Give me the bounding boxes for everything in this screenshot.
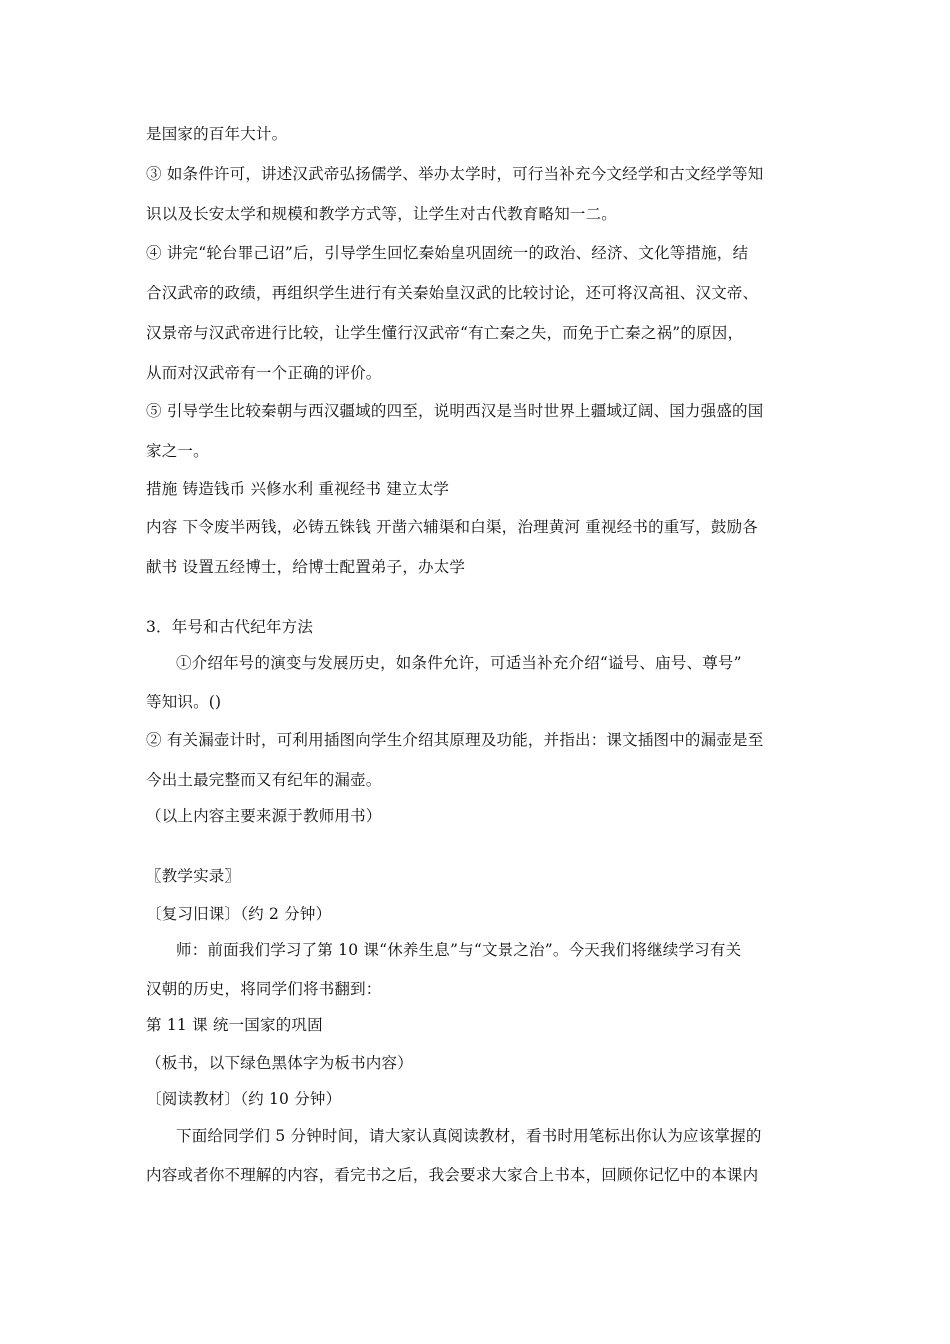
text-line: 内容或者你不理解的内容，看完书之后，我会要求大家合上书本，回顾你记忆中的本课内 <box>146 1166 759 1184</box>
text-line: ④ 讲完“轮台罪己诏”后，引导学生回忆秦始皇巩固统一的政治、经济、文化等措施，结 <box>146 244 749 262</box>
text-line: （板书，以下绿色黑体字为板书内容） <box>146 1054 413 1072</box>
text-line: ② 有关漏壶计时，可利用插图向学生介绍其原理及功能，并指出：课文插图中的漏壶是至 <box>146 731 764 749</box>
text-line: 汉朝的历史，将同学们将书翻到： <box>146 980 382 998</box>
text-line: 汉景帝与汉武帝进行比较，让学生懂行汉武帝“有亡秦之失，而免于亡秦之祸”的原因， <box>146 324 744 342</box>
lesson-title: 第 11 课 统一国家的巩固 <box>146 1016 323 1034</box>
text-line: 今出土最完整而又有纪年的漏壶。 <box>146 771 382 789</box>
text-line: 师：前面我们学习了第 10 课“休养生息”与“文景之治”。今天我们将继续学习有关 <box>176 941 742 959</box>
text-line: 从而对汉武帝有一个正确的评价。 <box>146 364 382 382</box>
text-line: 是国家的百年大计。 <box>146 125 288 143</box>
text-line: 下面给同学们 5 分钟时间，请大家认真阅读教材，看书时用笔标出你认为应该掌握的 <box>176 1127 762 1145</box>
table-row-content-cont: 献书 设置五经博士，给博士配置弟子，办太学 <box>146 558 466 576</box>
subsection-heading: 〔复习旧课〕（约 2 分钟） <box>146 905 332 923</box>
text-line: 家之一。 <box>146 442 209 460</box>
subsection-heading: 〔阅读教材〕（约 10 分钟） <box>146 1090 342 1108</box>
text-line: （以上内容主要来源于教师用书） <box>146 807 382 825</box>
text-line: 等知识。() <box>146 693 222 711</box>
text-line: ③ 如条件许可，讲述汉武帝弘扬儒学、举办太学时，可行当补充今文经学和古文经学等知 <box>146 165 764 183</box>
text-line: 合汉武帝的政绩，再组织学生进行有关秦始皇汉武的比较讨论，还可将汉高祖、汉文帝、 <box>146 284 759 302</box>
text-line: ①介绍年号的演变与发展历史，如条件允许，可适当补充介绍“谥号、庙号、尊号” <box>176 654 742 672</box>
section-heading: 3．年号和古代纪年方法 <box>146 618 314 636</box>
table-row-measures: 措施 铸造钱币 兴修水利 重视经书 建立太学 <box>146 480 450 498</box>
section-heading: 〖教学实录〗 <box>146 867 241 885</box>
text-line: ⑤ 引导学生比较秦朝与西汉疆域的四至，说明西汉是当时世界上疆域辽阔、国力强盛的国 <box>146 402 764 420</box>
text-line: 识以及长安太学和规模和教学方式等，让学生对古代教育略知一二。 <box>146 205 618 223</box>
table-row-content: 内容 下令废半两钱，必铸五铢钱 开凿六辅渠和白渠，治理黄河 重视经书的重写，鼓励各 <box>146 518 758 536</box>
